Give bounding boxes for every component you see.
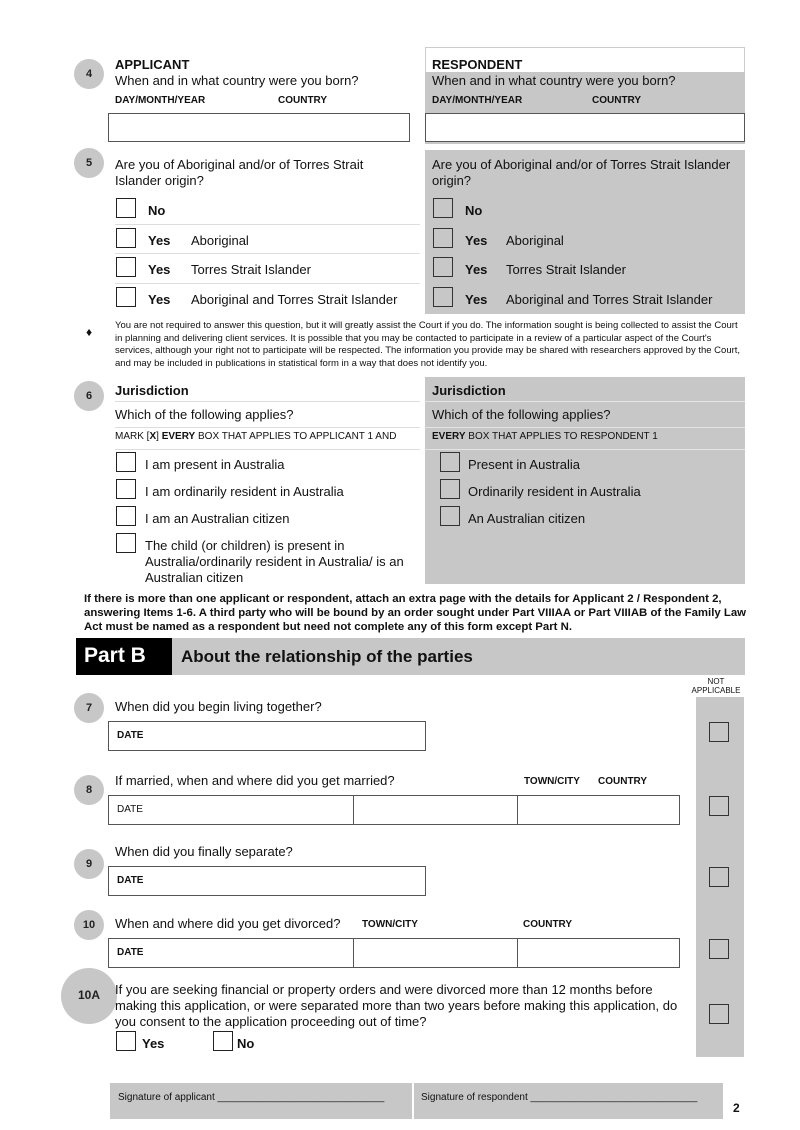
- respondent-origin-no-checkbox[interactable]: [433, 198, 453, 218]
- respondent-jurisdiction-instruction: [432, 431, 658, 442]
- applicant-jurisdiction-instruction: [115, 431, 396, 442]
- applicant-origin-both-label: Aboriginal and Torres Strait Islander: [191, 292, 398, 307]
- item-7-number: 7: [74, 693, 104, 723]
- respondent-present-label: Present in Australia: [468, 457, 581, 472]
- applicant-birth-field[interactable]: [108, 113, 410, 142]
- item-10-town-col: TOWN/CITY: [362, 919, 418, 930]
- respondent-origin-aboriginal-checkbox[interactable]: [433, 228, 453, 248]
- item-7-date-field[interactable]: [108, 721, 426, 751]
- respondent-origin-yes-label: Yes: [465, 233, 488, 248]
- applicant-child-checkbox[interactable]: [116, 533, 136, 553]
- applicant-origin-no-label: No: [148, 203, 166, 218]
- applicant-origin-both-checkbox[interactable]: [116, 287, 136, 307]
- applicant-citizen-checkbox[interactable]: [116, 506, 136, 526]
- item-10a-yes-checkbox[interactable]: [116, 1031, 136, 1051]
- applicant-date-col-label: DAY/MONTH/YEAR: [115, 95, 206, 106]
- item-8-number: 8: [74, 775, 104, 805]
- applicant-origin-aboriginal-checkbox[interactable]: [116, 228, 136, 248]
- item-8-marriage-field[interactable]: [108, 795, 680, 825]
- item-8-date-label: DATE: [117, 804, 143, 815]
- instruction-text: ]: [156, 431, 162, 442]
- extra-party-note: If there is more than one applicant or respondent, attach an extra page with the details for Applicant 2 / Respondent 2, answering Items 1-6. A third party who will be bound by an order sought under Part VIIIAA or Part VIIIAB of the Family Law Act must be named as a respondent but need not complete any of this form except Part N.: [84, 593, 747, 633]
- applicant-country-col-label: COUNTRY: [278, 95, 328, 106]
- respondent-birth-field[interactable]: [425, 113, 745, 142]
- instruction-text: BOX THAT APPLIES TO RESPONDENT 1: [465, 431, 658, 442]
- respondent-jurisdiction-heading: Jurisdiction: [432, 383, 506, 398]
- respondent-resident-label: Ordinarily resident in Australia: [468, 484, 641, 499]
- divider: [115, 283, 420, 284]
- item-5-question-applicant: Are you of Aboriginal and/or of Torres Strait Islander origin?: [115, 157, 364, 188]
- applicant-origin-yes-label: Yes: [148, 233, 171, 248]
- item-5-note: You are not required to answer this question, but it will greatly assist the Court if you do. The information sought is being collected to assist the Court in planning and delivering client services. It is possible that you may be contacted to participate in a review of a particular aspect of the Court's services, although your right not to participate will be respected. The information you provide may be shared with researchers approved by the Court, and may be included in publications in statistical form in a way that does not identify you.: [115, 320, 741, 369]
- respondent-origin-yes-label: Yes: [465, 292, 488, 307]
- item-10-country-col: COUNTRY: [523, 919, 573, 930]
- item-9-date-field[interactable]: [108, 866, 426, 896]
- field-divider: [517, 796, 518, 824]
- instruction-x: X: [149, 431, 157, 442]
- applicant-present-checkbox[interactable]: [116, 452, 136, 472]
- divider: [115, 427, 420, 428]
- respondent-origin-tsi-checkbox[interactable]: [433, 257, 453, 277]
- respondent-origin-tsi-label: Torres Strait Islander: [506, 262, 626, 277]
- applicant-origin-yes-label: Yes: [148, 262, 171, 277]
- instruction-every: EVERY: [432, 431, 466, 442]
- item-7-date-label: DATE: [117, 730, 144, 741]
- item-10-date-label: DATE: [117, 947, 144, 958]
- respondent-origin-both-label: Aboriginal and Torres Strait Islander: [506, 292, 713, 307]
- applicant-citizen-label: I am an Australian citizen: [145, 511, 290, 526]
- item-5-number: 5: [74, 148, 104, 178]
- divider: [425, 449, 745, 450]
- item-10-question: When and where did you get divorced?: [115, 916, 341, 931]
- item-9-date-label: DATE: [117, 875, 144, 886]
- part-b-title: About the relationship of the parties: [181, 647, 473, 666]
- field-divider: [353, 796, 354, 824]
- item-8-not-applicable-checkbox[interactable]: [709, 796, 729, 816]
- respondent-citizen-label: An Australian citizen: [468, 511, 586, 526]
- item-10a-not-applicable-checkbox[interactable]: [709, 1004, 729, 1024]
- applicant-origin-yes-label: Yes: [148, 292, 171, 307]
- item-8-town-col: TOWN/CITY: [524, 776, 580, 787]
- respondent-jurisdiction-question: Which of the following applies?: [432, 407, 611, 422]
- item-6-number: 6: [74, 381, 104, 411]
- divider: [425, 427, 745, 428]
- item-9-not-applicable-checkbox[interactable]: [709, 867, 729, 887]
- applicant-origin-no-checkbox[interactable]: [116, 198, 136, 218]
- applicant-resident-label: I am ordinarily resident in Australia: [145, 484, 344, 499]
- item-8-question: If married, when and where did you get married?: [115, 773, 395, 788]
- divider: [115, 449, 420, 450]
- item-10a-no-checkbox[interactable]: [213, 1031, 233, 1051]
- applicant-origin-tsi-label: Torres Strait Islander: [191, 262, 311, 277]
- item-4-question-applicant: When and in what country were you born?: [115, 73, 359, 88]
- respondent-origin-no-label: No: [465, 203, 483, 218]
- part-b-label: Part B: [84, 644, 146, 667]
- item-8-country-col: COUNTRY: [598, 776, 648, 787]
- item-10-divorce-field[interactable]: [108, 938, 680, 968]
- respondent-origin-yes-label: Yes: [465, 262, 488, 277]
- item-7-question: When did you begin living together?: [115, 699, 322, 714]
- applicant-heading: APPLICANT: [115, 57, 190, 72]
- respondent-date-col-label: DAY/MONTH/YEAR: [432, 95, 523, 106]
- field-divider: [353, 939, 354, 967]
- item-9-question: When did you finally separate?: [115, 844, 293, 859]
- signature-divider: [412, 1083, 414, 1119]
- divider: [115, 401, 420, 402]
- respondent-origin-aboriginal-label: Aboriginal: [506, 233, 564, 248]
- item-4-number: 4: [74, 59, 104, 89]
- applicant-resident-checkbox[interactable]: [116, 479, 136, 499]
- instruction-text: MARK [: [115, 431, 150, 442]
- instruction-every: EVERY: [161, 431, 196, 442]
- item-10a-yes-label: Yes: [142, 1036, 165, 1051]
- respondent-heading: RESPONDENT: [432, 57, 523, 72]
- item-7-not-applicable-checkbox[interactable]: [709, 722, 729, 742]
- item-10a-question: If you are seeking financial or property orders and were divorced more than 12 months before making this application, or were separated more than two years before making this application, do you consent to the application proceeding out of time?: [115, 982, 678, 1029]
- applicant-child-label: The child (or children) is present in Australia/ordinarily resident in Australia/ is an Australian citizen: [145, 538, 404, 585]
- item-10a-number: 10A: [61, 968, 117, 1024]
- item-5-question-respondent: Are you of Aboriginal and/or of Torres Strait Islander origin?: [432, 157, 731, 188]
- applicant-jurisdiction-heading: Jurisdiction: [115, 383, 189, 398]
- instruction-text: BOX THAT APPLIES TO APPLICANT 1 AND: [195, 431, 397, 442]
- applicant-jurisdiction-question: Which of the following applies?: [115, 407, 294, 422]
- item-10-number: 10: [74, 910, 104, 940]
- respondent-citizen-checkbox[interactable]: [440, 506, 460, 526]
- respondent-country-col-label: COUNTRY: [592, 95, 642, 106]
- applicant-origin-aboriginal-label: Aboriginal: [191, 233, 249, 248]
- divider: [425, 401, 745, 402]
- respondent-signature-line[interactable]: Signature of respondent ______________________________: [421, 1092, 698, 1103]
- field-divider: [517, 939, 518, 967]
- applicant-present-label: I am present in Australia: [145, 457, 285, 472]
- applicant-signature-line[interactable]: Signature of applicant ______________________________: [118, 1092, 385, 1103]
- divider: [115, 224, 420, 225]
- page-number: 2: [733, 1101, 740, 1115]
- item-9-number: 9: [74, 849, 104, 879]
- item-10-not-applicable-checkbox[interactable]: [709, 939, 729, 959]
- item-10a-no-label: No: [237, 1036, 255, 1051]
- applicant-origin-tsi-checkbox[interactable]: [116, 257, 136, 277]
- not-applicable-label: NOT APPLICABLE: [691, 677, 741, 695]
- divider: [115, 253, 420, 254]
- respondent-resident-checkbox[interactable]: [440, 479, 460, 499]
- note-diamond-icon: ♦: [86, 325, 93, 339]
- respondent-present-checkbox[interactable]: [440, 452, 460, 472]
- item-4-question-respondent: When and in what country were you born?: [432, 73, 676, 88]
- respondent-origin-both-checkbox[interactable]: [433, 287, 453, 307]
